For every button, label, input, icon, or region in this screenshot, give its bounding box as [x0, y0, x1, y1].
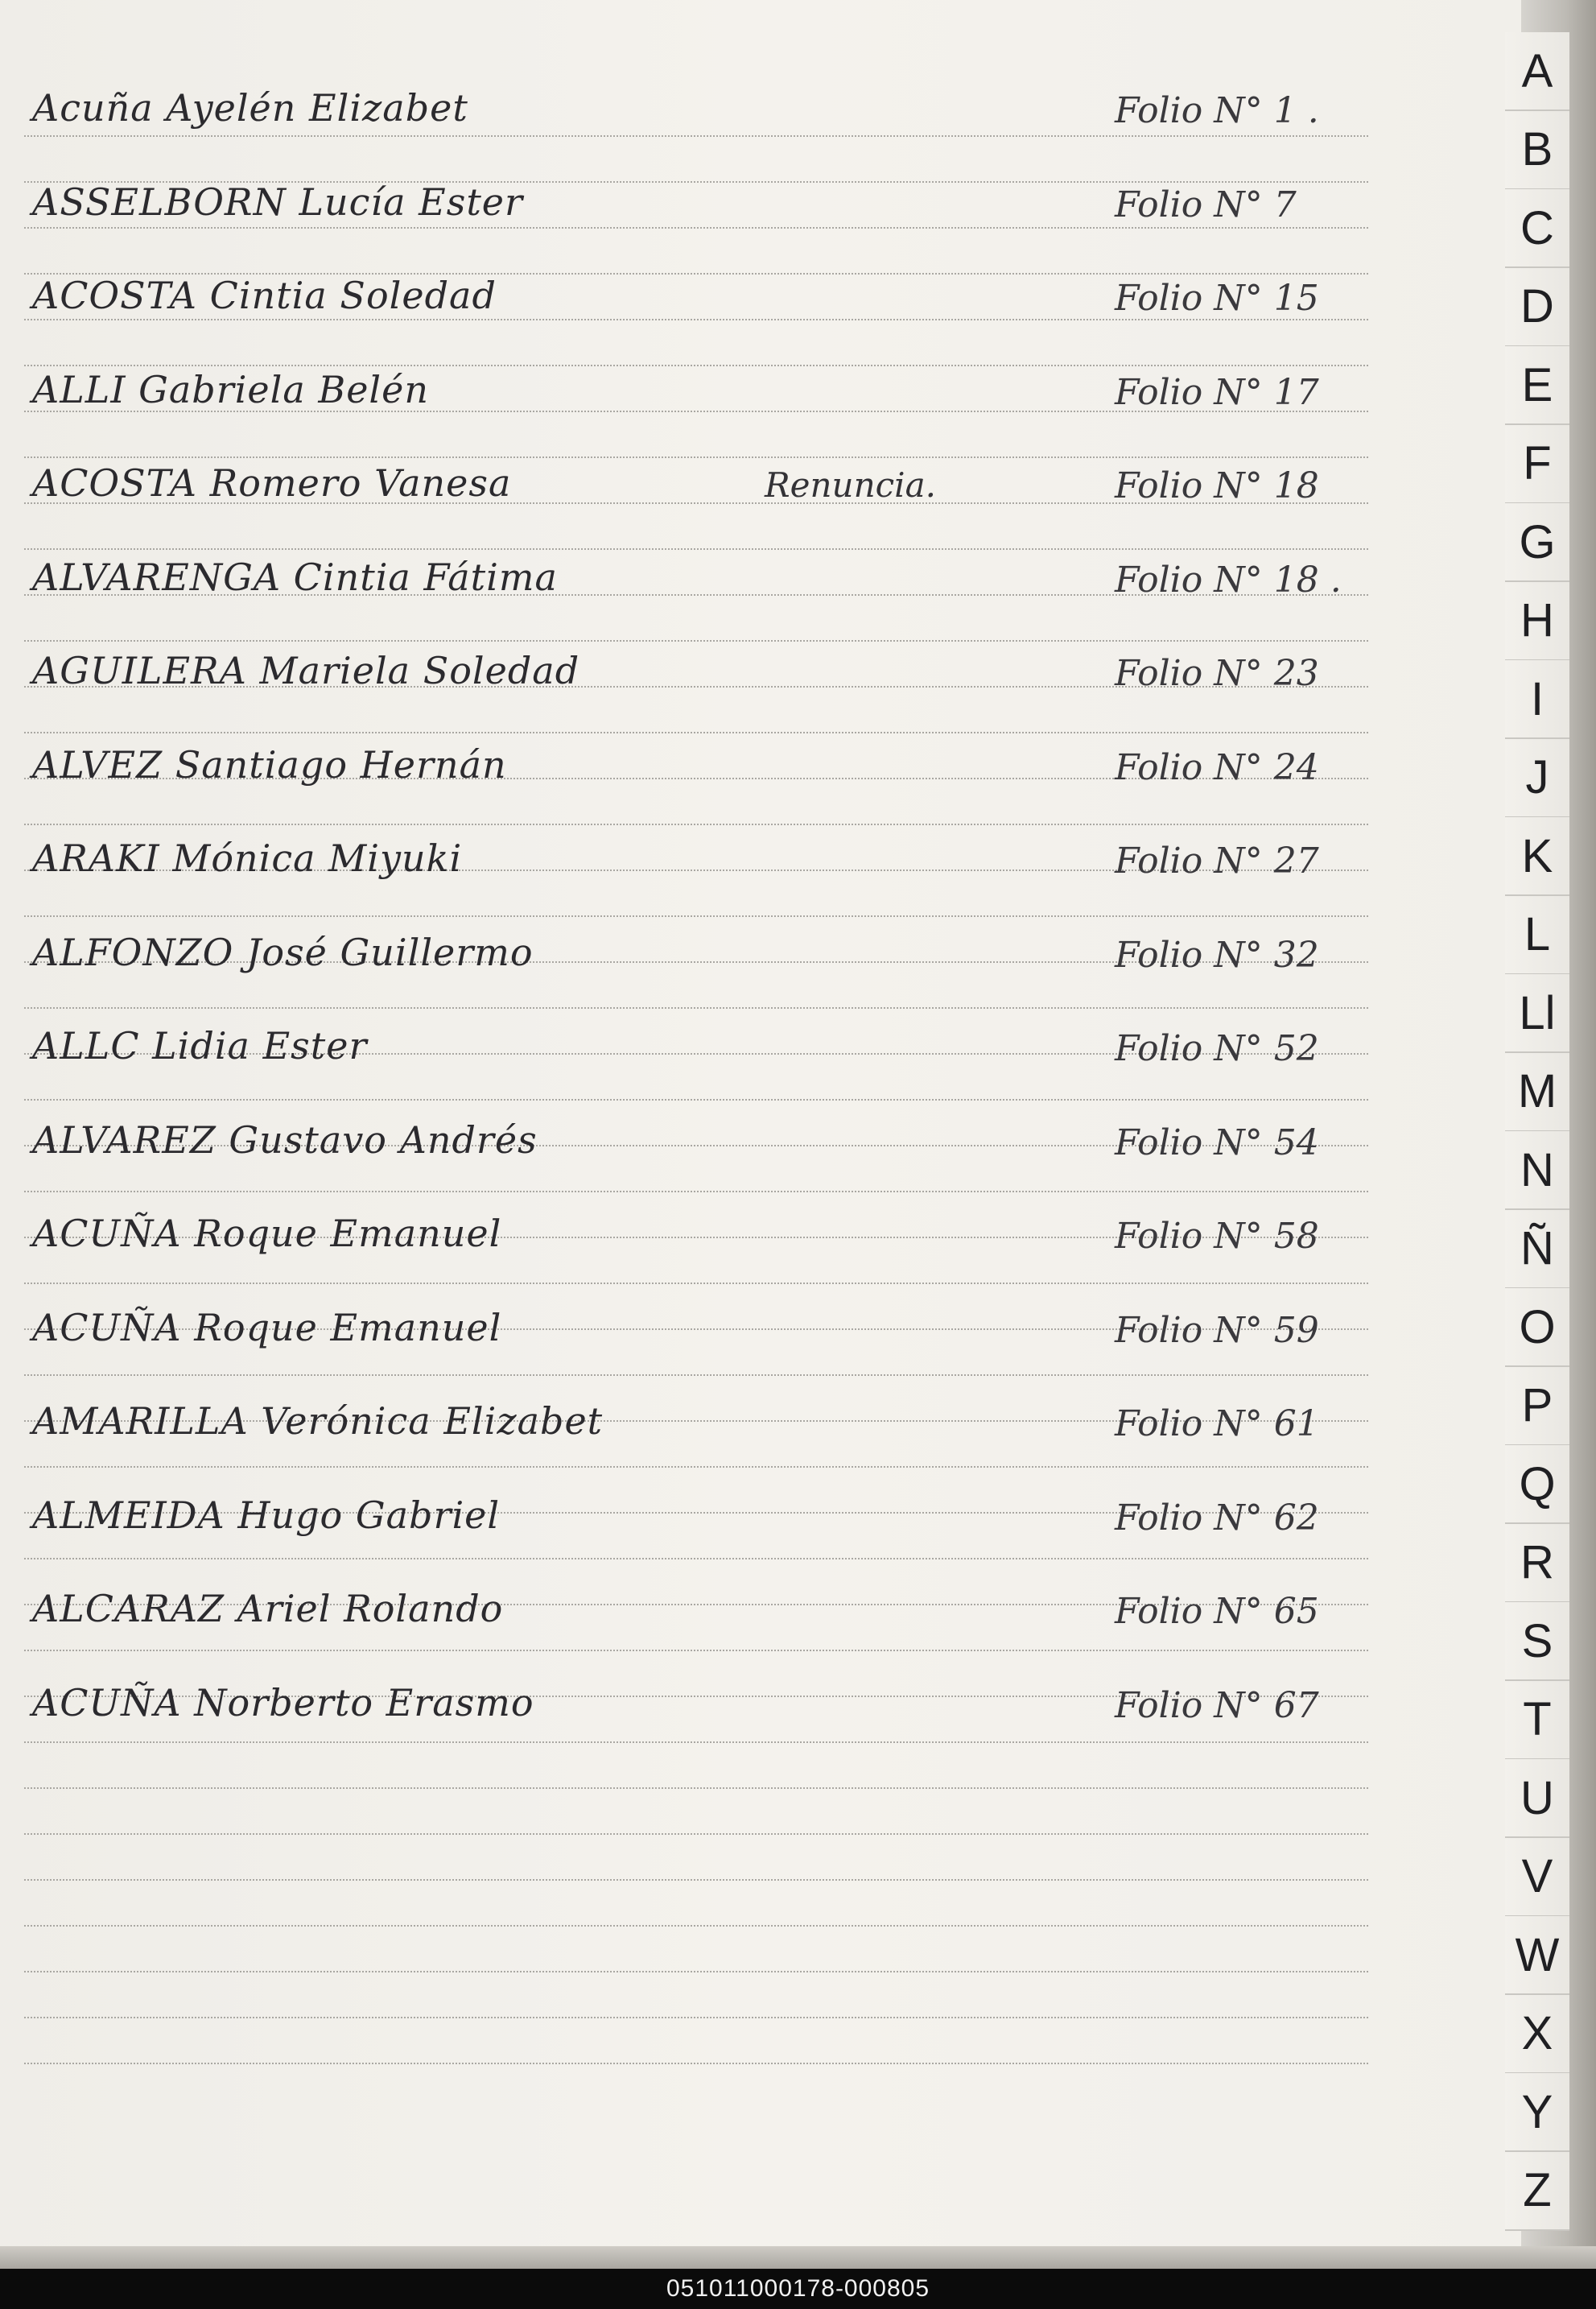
index-tab[interactable]: X — [1505, 1995, 1569, 2074]
index-tab[interactable]: B — [1505, 111, 1569, 190]
entry-folio: Folio N° 52 — [1115, 1028, 1319, 1069]
entry-name: AMARILLA Verónica Elizabet — [32, 1399, 604, 1443]
index-tab[interactable]: S — [1505, 1602, 1569, 1681]
index-tab[interactable]: Ñ — [1505, 1210, 1569, 1289]
register-entry — [0, 155, 1384, 235]
entry-name: ARAKI Mónica Miyuki — [32, 836, 463, 880]
register-entry — [0, 998, 1384, 1079]
index-tab[interactable]: R — [1505, 1524, 1569, 1603]
entry-name: ALVARENGA Cintia Fátima — [32, 555, 558, 599]
entry-name: ALVAREZ Gustavo Andrés — [32, 1117, 538, 1162]
index-tab[interactable]: M — [1505, 1053, 1569, 1132]
register-entry — [0, 1561, 1384, 1642]
index-tab[interactable]: U — [1505, 1759, 1569, 1838]
register-entry — [0, 530, 1384, 610]
entry-name: AGUILERA Mariela Soledad — [32, 649, 580, 692]
entry-name: ALCARAZ Ariel Rolando — [32, 1587, 504, 1630]
register-entry — [0, 1280, 1384, 1361]
index-tab[interactable]: L — [1505, 896, 1569, 975]
index-tab[interactable]: A — [1505, 32, 1569, 111]
register-entry — [0, 811, 1384, 891]
entry-folio: Folio N° 18 — [1115, 465, 1319, 506]
entry-folio: Folio N° 67 — [1115, 1684, 1319, 1726]
register-entry — [0, 436, 1384, 516]
entry-folio: Folio N° 7 — [1115, 184, 1297, 225]
index-tab[interactable]: O — [1505, 1288, 1569, 1367]
index-tab[interactable]: K — [1505, 817, 1569, 896]
register-entry — [0, 342, 1384, 423]
entry-name: ALLI Gabriela Belén — [32, 367, 429, 411]
register-entry — [0, 717, 1384, 798]
entry-name: ACUÑA Roque Emanuel — [32, 1305, 502, 1349]
entry-folio: Folio N° 65 — [1115, 1591, 1319, 1632]
index-tab[interactable]: N — [1505, 1131, 1569, 1210]
entry-name: ALMEIDA Hugo Gabriel — [32, 1493, 501, 1537]
register-entry — [0, 248, 1384, 328]
index-tab[interactable]: T — [1505, 1681, 1569, 1760]
entry-folio: Folio N° 15 — [1115, 278, 1319, 319]
register-entry — [0, 1186, 1384, 1266]
register-entry — [0, 1373, 1384, 1454]
entry-folio: Folio N° 1 . — [1115, 90, 1319, 131]
entry-folio: Folio N° 27 — [1115, 841, 1319, 882]
entry-name: ALLC Lidia Ester — [32, 1024, 368, 1068]
alphabet-index-tabs — [1505, 32, 1569, 2238]
index-tab[interactable]: P — [1505, 1367, 1569, 1446]
register-entry — [0, 623, 1384, 704]
entry-folio: Folio N° 17 — [1115, 371, 1319, 413]
entry-folio: Folio N° 18 . — [1115, 559, 1342, 601]
index-tab[interactable]: G — [1505, 503, 1569, 582]
document-id-code: 051011000178-000805 — [666, 2275, 930, 2302]
index-tab[interactable]: D — [1505, 268, 1569, 347]
entry-folio: Folio N° 61 — [1115, 1403, 1319, 1444]
entry-name: ASSELBORN Lucía Ester — [32, 180, 524, 224]
index-tab[interactable]: F — [1505, 425, 1569, 504]
entry-name: ACUÑA Norberto Erasmo — [32, 1680, 534, 1725]
entry-folio: Folio N° 62 — [1115, 1497, 1319, 1539]
scan-footer — [0, 2269, 1596, 2309]
entry-name: ACOSTA Cintia Soledad — [32, 274, 497, 317]
entry-name: Acuña Ayelén Elizabet — [32, 86, 468, 130]
entry-note: Renuncia. — [765, 465, 936, 505]
entry-folio: Folio N° 58 — [1115, 1216, 1319, 1257]
entry-name: ACOSTA Romero Vanesa — [32, 461, 512, 505]
register-entry — [0, 60, 1384, 141]
entry-name: ACUÑA Roque Emanuel — [32, 1212, 502, 1255]
entry-folio: Folio N° 54 — [1115, 1121, 1319, 1163]
index-tab[interactable]: H — [1505, 582, 1569, 661]
index-tab[interactable]: Q — [1505, 1445, 1569, 1524]
index-tab[interactable]: Z — [1505, 2152, 1569, 2231]
register-entry — [0, 1468, 1384, 1548]
entry-folio: Folio N° 32 — [1115, 934, 1319, 976]
book-binding-edge — [0, 2246, 1596, 2269]
index-tab[interactable]: V — [1505, 1838, 1569, 1917]
index-tab[interactable]: E — [1505, 346, 1569, 425]
entry-folio: Folio N° 59 — [1115, 1309, 1319, 1351]
entry-folio: Folio N° 23 — [1115, 653, 1319, 694]
entry-name: ALFONZO José Guillermo — [32, 930, 534, 974]
index-tab[interactable]: Y — [1505, 2073, 1569, 2152]
index-tab[interactable]: Ll — [1505, 974, 1569, 1053]
index-tab[interactable]: J — [1505, 739, 1569, 818]
index-tab[interactable]: W — [1505, 1916, 1569, 1995]
index-tab[interactable]: I — [1505, 660, 1569, 739]
entry-folio: Folio N° 24 — [1115, 746, 1319, 788]
register-entry — [0, 1655, 1384, 1736]
entry-name: ALVEZ Santiago Hernán — [32, 742, 507, 787]
register-entry — [0, 905, 1384, 985]
register-entry — [0, 1093, 1384, 1173]
index-tab[interactable]: C — [1505, 189, 1569, 268]
